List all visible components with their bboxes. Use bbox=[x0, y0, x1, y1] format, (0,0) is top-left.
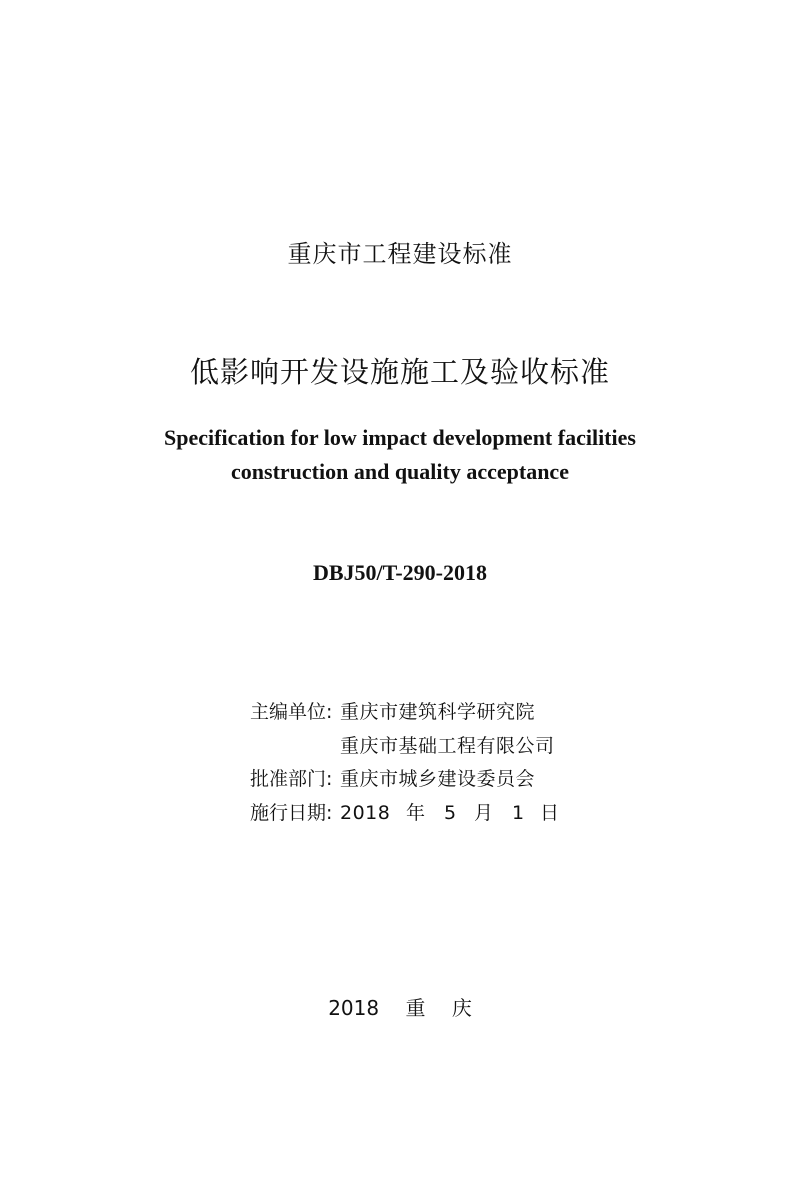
chief-editor-label: 主编单位: bbox=[250, 701, 333, 723]
english-title-line-1: Specification for low impact development facilities bbox=[164, 425, 636, 450]
info-label-spacer bbox=[250, 730, 340, 764]
year-unit: 年 bbox=[406, 801, 426, 824]
effective-day: 1 bbox=[512, 801, 525, 824]
standard-code: DBJ50/T-290-2018 bbox=[313, 560, 487, 585]
english-title-line-2: construction and quality acceptance bbox=[231, 459, 569, 484]
effective-date-row bbox=[250, 797, 560, 831]
chief-editor-2: 重庆市基础工程有限公司 bbox=[340, 734, 555, 757]
approval-label: 批准部门: bbox=[250, 768, 333, 790]
effective-year: 2018 bbox=[340, 801, 391, 824]
chief-editor-1: 重庆市建筑科学研究院 bbox=[340, 701, 536, 723]
month-unit: 月 bbox=[474, 801, 494, 824]
series-title: 重庆市工程建设标准 bbox=[287, 240, 513, 268]
effective-date-label: 施行日期: bbox=[250, 801, 333, 824]
chief-editor-row-2 bbox=[250, 730, 560, 764]
publication-info bbox=[250, 696, 560, 830]
approval-row bbox=[250, 763, 560, 797]
main-title: 低影响开发设施施工及验收标准 bbox=[189, 355, 610, 389]
footer-year: 2018 bbox=[328, 996, 380, 1020]
effective-month: 5 bbox=[444, 801, 457, 824]
approval-value: 重庆市城乡建设委员会 bbox=[340, 768, 536, 790]
day-unit: 日 bbox=[540, 801, 560, 824]
chief-editor-row bbox=[250, 696, 560, 730]
footer-city-char-2: 庆 bbox=[451, 996, 472, 1020]
effective-date-value bbox=[340, 797, 560, 831]
footer-city-char-1: 重 bbox=[405, 996, 426, 1020]
footer-imprint bbox=[0, 992, 800, 1021]
